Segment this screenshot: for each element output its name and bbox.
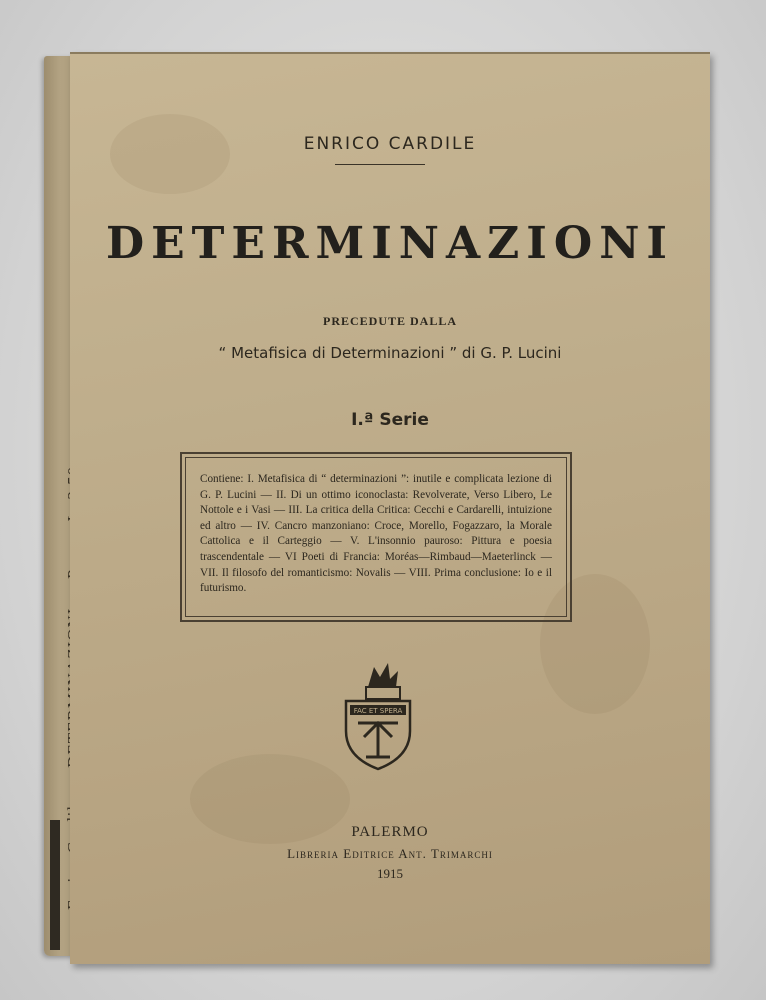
author-underline xyxy=(335,164,425,165)
publisher-emblem-icon xyxy=(338,657,418,777)
publication-year: 1915 xyxy=(377,866,403,881)
contents-box xyxy=(180,452,572,622)
cover-stain xyxy=(110,114,230,194)
spine-torn-edge xyxy=(50,820,60,950)
series-label: I.ª Serie xyxy=(351,410,429,430)
publisher-city: PALERMO xyxy=(351,824,429,840)
preceded-by: PRECEDUTE DALLA xyxy=(322,314,457,328)
book-subtitle: “ Metafisica di Determinazioni ” di G. P. Lucini xyxy=(218,344,562,362)
emblem-motto: FAC ET SPERA xyxy=(353,707,403,715)
author-name: ENRICO CARDILE xyxy=(303,134,477,154)
book-cover xyxy=(70,52,710,964)
publisher-name: Libreria Editrice Ant. Trimarchi xyxy=(287,846,493,861)
contents-text: Contiene: I. Metafisica di “ determinazioni ”: inutile e complicata lezione di G. P. Lucini — II. Di un ottimo iconoclasta: Revolverate, Verso Libero, Le Nottole e i Vasi — III. La critica della Critica: Cecchi e Cardarelli, intuizione ed altro — IV. Cancro manzoniano: Croce, Morello, Fogazzaro, la Morale Cattolica e il Carteggio — V. L'insonnio pauroso: Pittura e poesia trascendentale — VI Poeti di Francia: Moréas—Rimbaud—Maeterlinck — VII. Il filosofo del romanticismo: Novalis — VIII. Prima conclusione: Io e il futurismo. xyxy=(185,457,567,617)
book-title: DETERMINAZIONI xyxy=(105,218,674,269)
